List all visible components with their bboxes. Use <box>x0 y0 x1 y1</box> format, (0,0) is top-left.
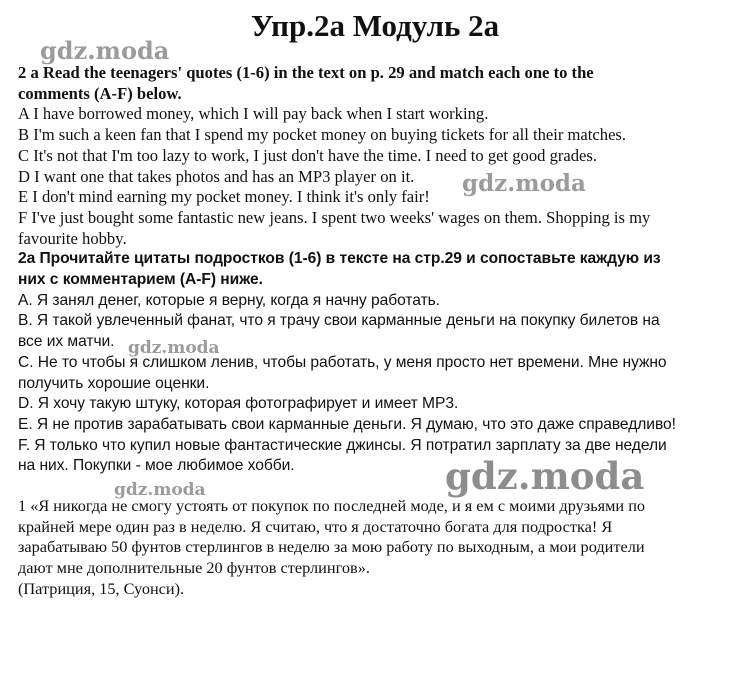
russian-task-heading: 2a Прочитайте цитаты подростков (1-6) в тексте на стр.29 и сопоставьте каждую из <box>18 250 661 268</box>
english-item: E I don't mind earning my pocket money. I think it's only fair! <box>18 187 430 207</box>
russian-item: А. Я занял денег, которые я верну, когда я начну работать. <box>18 291 441 309</box>
exercise-content <box>18 63 734 600</box>
translation-line: дают мне дополнительные 20 фунтов стерлингов». <box>18 558 370 578</box>
english-item: C It's not that I'm too lazy to work, I just don't have the time. I need to get good grades. <box>18 145 598 165</box>
translation-line: крайней мере один раз в неделю. Я считаю, что я достаточно богата для подростка! Я <box>18 516 613 536</box>
russian-item: получить хорошие оценки. <box>18 374 210 392</box>
english-item: D I want one that takes photos and has an MP3 player on it. <box>18 166 415 186</box>
russian-item: С. Не то чтобы я слишком ленив, чтобы работать, у меня просто нет времени. Мне нужно <box>18 353 667 371</box>
english-item: F I've just bought some fantastic new jeans. I spent two weeks' wages on them. Shopping is my <box>18 207 651 227</box>
russian-item: F. Я только что купил новые фантастические джинсы. Я потратил зарплату за две недели <box>18 436 667 454</box>
translation-line: зарабатываю 50 фунтов стерлингов в неделю за мою работу по выходным, а мои родители <box>18 537 645 557</box>
english-item: A I have borrowed money, which I will pay back when I start working. <box>18 104 489 124</box>
english-task-heading: comments (A-F) below. <box>18 83 182 103</box>
watermark: gdz.moda <box>462 170 586 197</box>
english-item: B I'm such a keen fan that I spend my pocket money on buying tickets for all their matches. <box>18 125 627 145</box>
translation-section <box>18 496 734 600</box>
translation-line: (Патриция, 15, Суонси). <box>18 578 185 598</box>
russian-item: все их матчи. <box>18 333 115 351</box>
page-title: Упр.2а Модуль 2а <box>250 8 500 43</box>
english-task-heading: 2 a Read the teenagers' quotes (1-6) in the text on p. 29 and match each one to the <box>18 63 594 82</box>
watermark: gdz.moda <box>445 454 645 498</box>
russian-section <box>18 249 734 477</box>
english-section <box>18 63 734 249</box>
russian-item: Е. Я не против зарабатывать свои карманные деньги. Я думаю, что это даже справедливо! <box>18 415 676 433</box>
watermark: gdz.moda <box>40 36 170 65</box>
watermark: gdz.moda <box>114 480 206 500</box>
russian-item: на них. Покупки - мое любимое хобби. <box>18 457 295 475</box>
russian-task-heading: них с комментарием (A-F) ниже. <box>18 271 263 289</box>
english-item: favourite hobby. <box>18 228 127 248</box>
russian-item: D. Я хочу такую штуку, которая фотографирует и имеет MP3. <box>18 395 459 413</box>
watermark: gdz.moda <box>128 338 220 358</box>
section-gap <box>18 477 734 496</box>
russian-item: В. Я такой увлеченный фанат, что я трачу свои карманные деньги на покупку билетов на <box>18 312 660 330</box>
translation-line: 1 «Я никогда не смогу устоять от покупок по последней моде, и я ем с моими друзьями по <box>18 496 646 516</box>
